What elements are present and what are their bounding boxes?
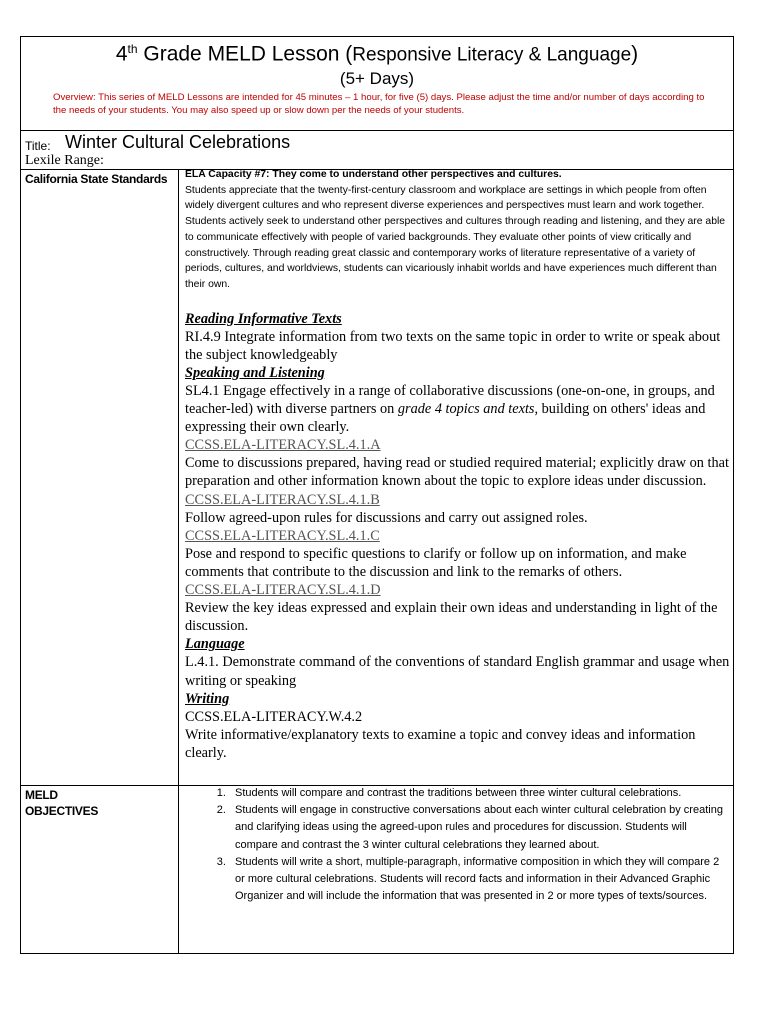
standard-w42: Write informative/explanatory texts to examine a topic and convey ideas and information clearly. (185, 726, 696, 761)
language-heading: Language (185, 636, 245, 653)
capacity-text: Students appreciate that the twenty-first-century classroom and workplace are settings in which people from often widely divergent cultures and who represent diverse experiences and perspectives must learn and work together. Students actively seek to understand other perspectives and cultures through reading and listening, and they are able to communicate effectively with people of varied backgrounds. They evaluate other points of view critically and constructively. Through reading great classic and contemporary works of literature representative of a variety of periods, cultures, and worldviews, students can vicariously inhabit worlds and have experiences much different than their own. (185, 184, 726, 290)
title-label: Title: (25, 139, 51, 153)
writing-heading: Writing (185, 690, 230, 707)
list-item: 3. Students will write a short, multiple-paragraph, informative composition in which they will compare 2 or more cultural celebrations. Students will record facts and information in their Advanced Graphic Organizer and will include the information that was presented in 2 or more types of texts/sources. (229, 854, 730, 906)
capacity-heading: ELA Capacity #7: They come to understand other perspectives and cultures. (185, 169, 562, 180)
standard-w42-code: CCSS.ELA-LITERACY.W.4.2 (185, 708, 363, 725)
lesson-title: 4th Grade MELD Lesson (Responsive Literacy & Language) (115, 42, 639, 66)
title-row (21, 130, 733, 155)
standard-text: Pose and respond to specific questions to clarify or follow up on information, and make comments that contribute to the discussion and link to the remarks of others. (185, 545, 687, 580)
overview-text: Overview: This series of MELD Lessons are intended for 45 minutes – 1 hour, for five (5) days. Please adjust the time and/or number of days according to the needs of your students. You may also speed up or slow down per the needs of your students. (53, 92, 705, 116)
capacity-block (185, 167, 730, 293)
objectives-label: MELD OBJECTIVES (25, 788, 99, 818)
standard-code: CCSS.ELA-LITERACY.SL.4.1.C (185, 527, 380, 544)
standard-code: CCSS.ELA-LITERACY.SL.4.1.B (185, 491, 380, 508)
lesson-header (21, 37, 733, 131)
lexile-range: Lexile Range: (25, 153, 104, 168)
standards-list (185, 310, 730, 762)
standard-text: Review the key ideas expressed and explain their own ideas and understanding in light of the discussion. (185, 600, 718, 635)
lesson-subtitle: (5+ Days) (339, 69, 415, 88)
standards-label: California State Standards (25, 172, 168, 186)
standard-text: Follow agreed-upon rules for discussions and carry out assigned roles. (185, 509, 588, 526)
standard-code: CCSS.ELA-LITERACY.SL.4.1.A (185, 437, 381, 454)
standards-content (185, 167, 730, 762)
column-divider (178, 169, 179, 953)
standard-code: CCSS.ELA-LITERACY.SL.4.1.D (185, 582, 381, 599)
objectives-content (185, 785, 730, 905)
reading-heading: Reading Informative Texts (185, 310, 342, 327)
objectives-list (185, 785, 730, 905)
standard-l41: L.4.1. Demonstrate command of the conventions of standard English grammar and usage when writing or speaking (185, 654, 730, 689)
speaking-heading: Speaking and Listening (185, 364, 325, 381)
list-item: 2. Students will engage in constructive conversations about each winter cultural celebration by creating and clarifying ideas using the agreed-upon rules and procedures for discussion. Students will compare and contrast the 3 winter cultural celebrations they learned about. (229, 802, 730, 854)
lesson-topic: Winter Cultural Celebrations (65, 132, 291, 152)
standard-sl41: SL4.1 Engage effectively in a range of collaborative discussions (one-on-one, in groups, and teacher-led) with diverse partners on grade 4 topics and texts, building on others' ideas and expressing their own clearly. (185, 383, 715, 436)
lesson-page (20, 36, 734, 954)
standard-text: Come to discussions prepared, having read or studied required material; explicitly draw on that preparation and other information known about the topic to explore ideas under discussion. (185, 455, 729, 490)
list-item: 1. Students will compare and contrast the traditions between three winter cultural celebrations. (229, 785, 730, 802)
standard-ri49: RI.4.9 Integrate information from two texts on the same topic in order to write or speak about the subject knowledgeably (185, 328, 721, 363)
